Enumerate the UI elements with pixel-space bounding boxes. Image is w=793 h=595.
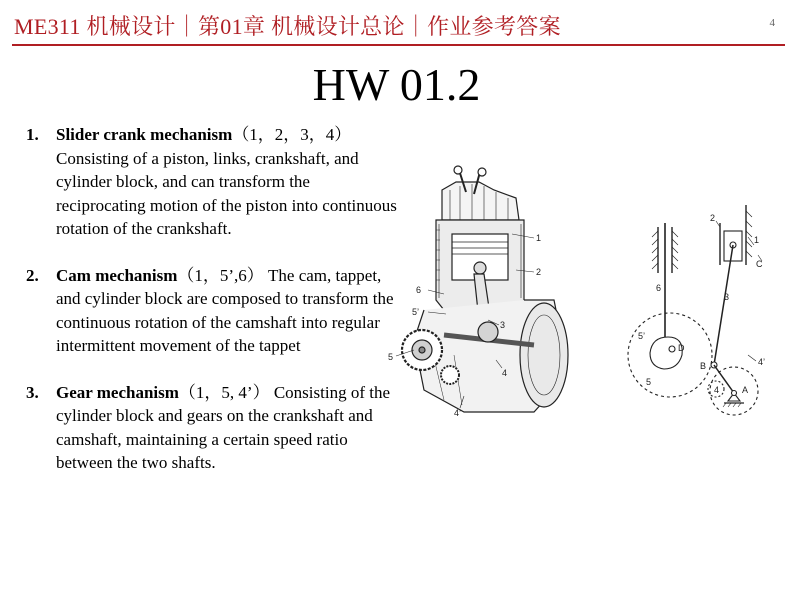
- mech-label-1: 1: [754, 235, 760, 245]
- engine-label-6: 6: [416, 285, 422, 295]
- mech-label-5-prime: 5’: [638, 331, 646, 341]
- item-heading: Cam mechanism: [56, 265, 178, 285]
- engine-label-1: 1: [536, 233, 542, 243]
- mech-label-4-prime: 4’: [758, 357, 766, 367]
- item-body: Consisting of a piston, links, crankshaft, and cylinder block, and can transform the reciprocating motion of the piston into continuous rotation of the crankshaft.: [56, 148, 397, 238]
- item-parts: （1，5’,6）: [177, 265, 264, 285]
- mech-label-B: B: [700, 361, 707, 371]
- header-title: ME311 机械设计｜第01章 机械设计总论｜作业参考答案: [14, 14, 561, 39]
- engine-label-4-prime: 4’: [454, 408, 462, 418]
- engine-label-5-prime: 5’: [412, 307, 420, 317]
- item-heading: Slider crank mechanism: [56, 125, 233, 144]
- mech-label-D: D: [678, 343, 685, 353]
- list-item: [26, 123, 398, 241]
- item-parts: （1，2，3，4）: [232, 125, 352, 144]
- mech-label-6: 6: [656, 283, 662, 293]
- page-number: 4: [769, 17, 775, 29]
- item-number: 1.: [26, 125, 39, 144]
- slide-title: HW 01.2: [312, 59, 481, 110]
- mechanism-schematic: [620, 165, 790, 420]
- engine-cutaway-illustration: [384, 150, 584, 420]
- mech-label-4: 4: [714, 385, 720, 395]
- item-heading: Gear mechanism: [56, 382, 179, 402]
- engine-label-2: 2: [536, 267, 542, 277]
- item-number: 3.: [26, 382, 39, 402]
- item-list: [26, 123, 398, 498]
- item-body: Consisting of the cylinder block and gears on the crankshaft and camshaft, maintaining a certain speed ratio between the two shafts.: [56, 382, 391, 472]
- item-parts: （1，5, 4’）: [178, 382, 270, 402]
- engine-label-5: 5: [388, 352, 394, 362]
- mech-label-A: A: [742, 385, 749, 395]
- list-item: [26, 381, 398, 475]
- mech-label-3: 3: [724, 292, 730, 302]
- mech-label-C: C: [756, 259, 763, 269]
- mech-label-5: 5: [646, 377, 652, 387]
- engine-label-3: 3: [500, 320, 506, 330]
- item-body: The cam, tappet, and cylinder block are composed to transform the continuous rotation of the camshaft into regular intermittent movement of the tappet: [56, 265, 394, 355]
- list-item: [26, 264, 398, 358]
- mech-label-2: 2: [710, 213, 716, 223]
- item-number: 2.: [26, 265, 39, 285]
- header-divider: [12, 44, 785, 46]
- engine-label-4: 4: [502, 368, 508, 378]
